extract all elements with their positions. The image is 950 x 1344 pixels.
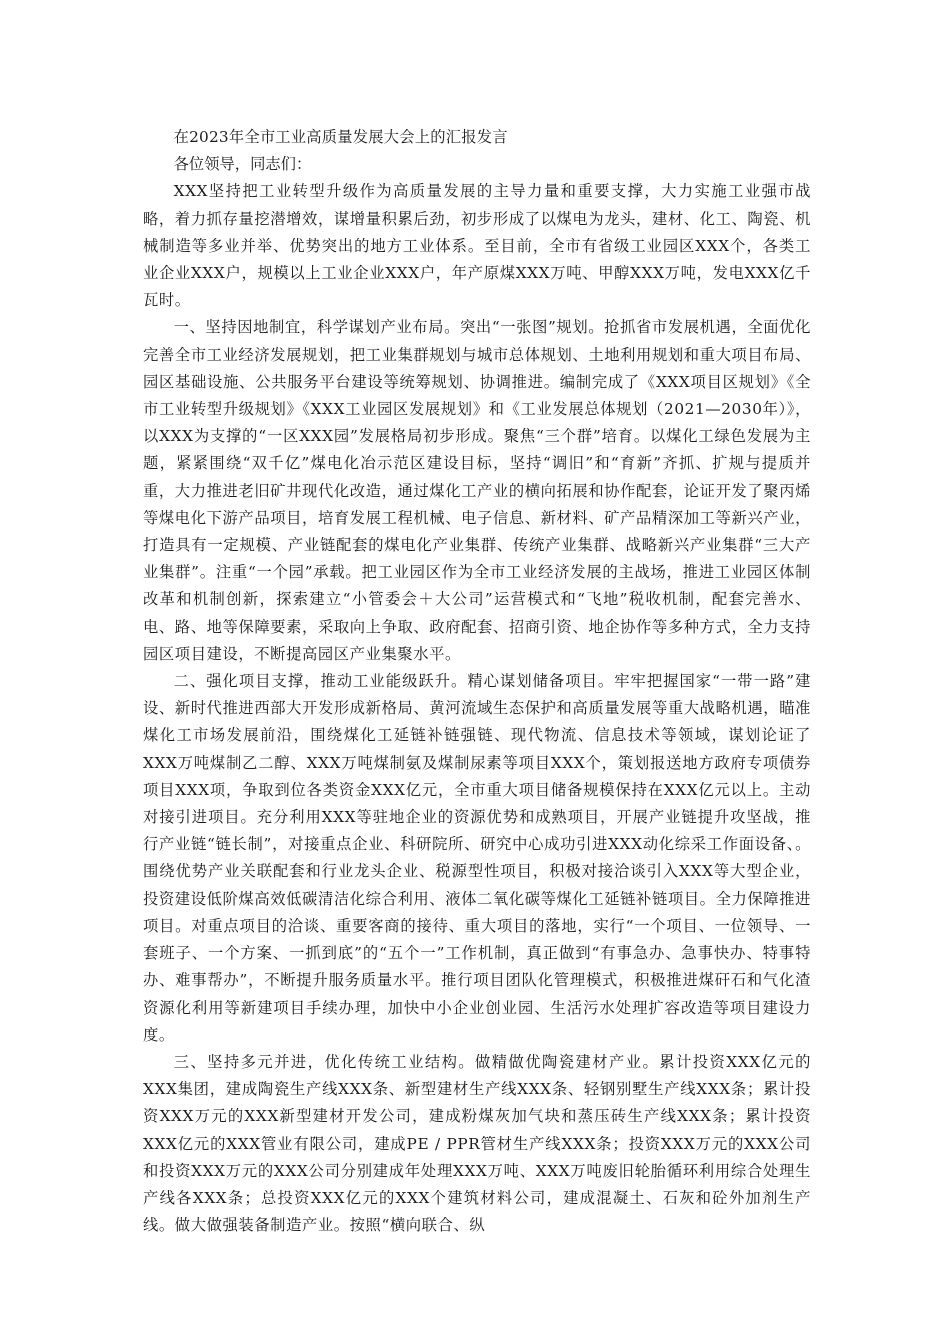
document-title: 在2023年全市工业高质量发展大会上的汇报发言 (173, 128, 508, 146)
paragraph-section-2: 二、强化项目支撑，推动工业能级跃升。精心谋划储备项目。牢牢把握国家“一带一路”建设、新时代推进西部大开发形成新格局、黄河流域生态保护和高质量发展等重大战略机遇，瞄准煤化工市场发展前沿，围绕煤化工延链补链强链、现代物流、信息技术等领域，谋划论证了XXX万吨煤制乙二醇、XXX万吨煤制氨及煤制尿素等项目XXX个，策划报送地方政府专项债券项目XXX项，争取到位各类资金XXX亿元，全市重大项目储备规模保持在XXX亿元以上。主动对接引进项目。充分利用XXX等驻地企业的资源优势和成熟项目，开展产业链提升攻坚战，推行产业链“链长制”，对接重点企业、科研院所、研究中心成功引进XXX动化综采工作面设备、。围绕优势产业关联配套和行业龙头企业、税源型性项目，积极对接洽谈引入XXX等大型企业，投资建设低阶煤高效低碳清洁化综合利用、液体二氧化碳等煤化工延链补链项目。全力保障推进项目。对重点项目的洽谈、重要客商的接待、重大项目的落地，实行“一个项目、一位领导、一套班子、一个方案、一抓到底”的“五个一”工作机制，真正做到“有事急办、急事快办、特事特办、难事帮办”，不断提升服务质量水平。推行项目团队化管理模式，积极推进煤矸石和气化渣资源化利用等新建项目手续办理，加快中小企业创业园、生活污水处理扩容改造等项目建设力度。 (143, 672, 811, 1044)
paragraph-section-1: 一、坚持因地制宜，科学谋划产业布局。突出“一张图”规划。抢抓省市发展机遇，全面优化完善全市工业经济发展规划，把工业集群规划与城市总体规划、土地利用规划和重大项目布局、园区基础设施、公共服务平台建设等统筹规划、协调推进。编制完成了《XXX项目区规划》《全市工业转型升级规划》《XXX工业园区发展规划》和《工业发展总体规划（2021—2030年）》，以XXX为支撑的“一区XXX园”发展格局初步形成。聚焦“三个群”培育。以煤化工绿色发展为主题，紧紧围绕“双千亿”煤电化冶示范区建设目标，坚持“调旧”和“育新”齐抓、扩规与提质并重，大力推进老旧矿井现代化改造，通过煤化工产业的横向拓展和协作配套，论证开发了聚丙烯等煤电化下游产品项目，培育发展工程机械、电子信息、新材料、矿产品精深加工等新兴产业，打造具有一定规模、产业链配套的煤电化产业集群、传统产业集群、战略新兴产业集群“三大产业集群”。注重“一个园”承载。把工业园区作为全市工业经济发展的主战场，推进工业园区体制改革和机制创新，探索建立“小管委会＋大公司”运营模式和“飞地”税收机制，配套完善水、电、路、地等保障要素，采取向上争取、政府配套、招商引资、地企协作等多种方式，全力支持园区项目建设，不断提高园区产业集聚水平。 (143, 318, 811, 663)
document-page (143, 124, 811, 1239)
salutation: 各位领导，同志们： (173, 155, 312, 174)
paragraph-section-3: 三、坚持多元并进，优化传统工业结构。做精做优陶瓷建材产业。累计投资XXX亿元的XXX集团，建成陶瓷生产线XXX条、新型建材生产线XXX条、轻钢别墅生产线XXX条；累计投资XXX万元的XXX新型建材开发公司，建成粉煤灰加气块和蒸压砖生产线XXX条；累计投资XXX亿元的XXX管业有限公司，建成PE / PPR管材生产线XXX条；投资XXX万元的XXX公司和投资XXX万元的XXX公司分别建成年处理XXX万吨、XXX万吨废旧轮胎循环利用综合处理生产线各XXX条；总投资XXX亿元的XXX个建筑材料公司，建成混凝土、石灰和砼外加剂生产线。做大做强装备制造产业。按照“横向联合、纵 (143, 1052, 811, 1235)
paragraph-intro: XXX坚持把工业转型升级作为高质量发展的主导力量和重要支撑，大力实施工业强市战略，着力抓存量挖潜增效，谋增量积累后劲，初步形成了以煤电为龙头，建材、化工、陶瓷、机械制造等多业并举、优势突出的地方工业体系。至目前，全市有省级工业园区XXX个，各类工业企业XXX户，规模以上工业企业XXX户，年产原煤XXX万吨、甲醇XXX万吨，发电XXX亿千瓦时。 (143, 182, 811, 310)
